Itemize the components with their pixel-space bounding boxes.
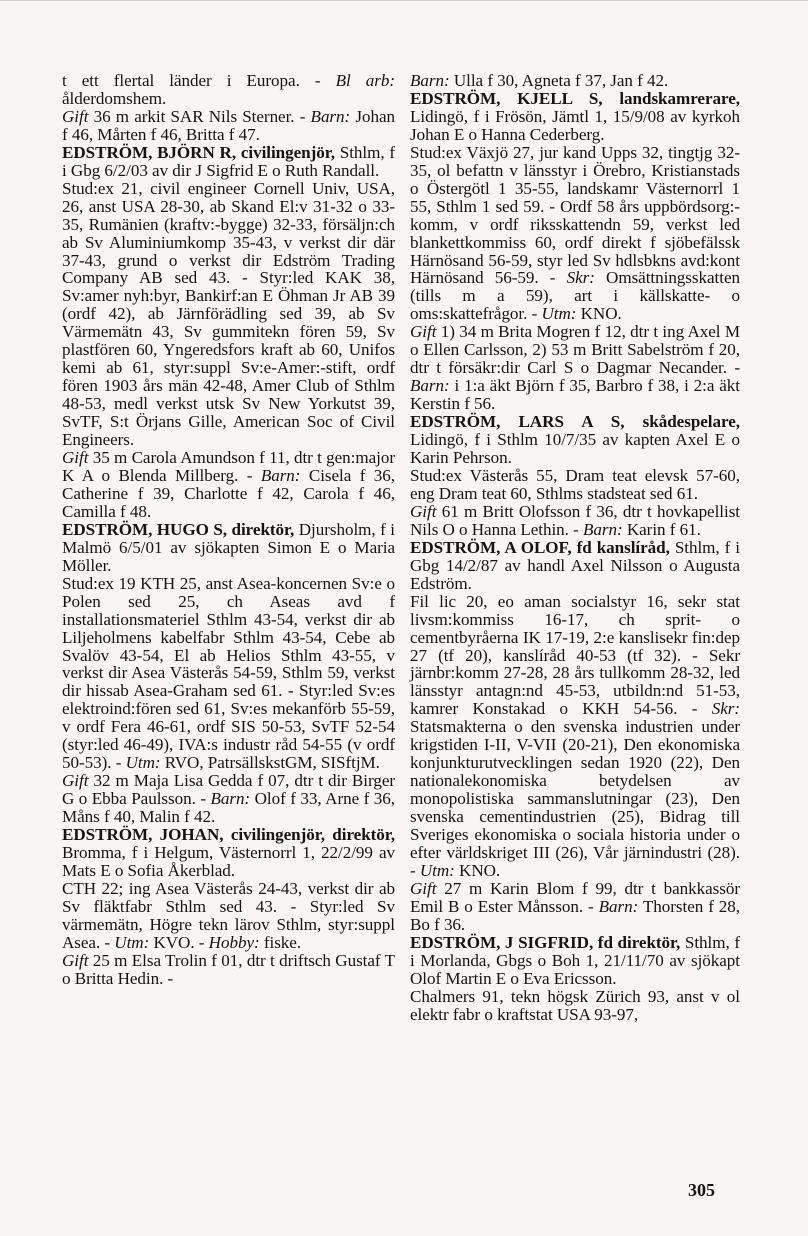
entry-paragraph: Gift 1) 34 m Brita Mogren f 12, dtr t ing Axel M o Ellen Carlsson, 2) 53 m Britt Sabelström f 20, dtr t försäkr:dir Carl S o Dagmar Necander. - Barn: i 1:a äkt Björn f 35, Barbro f 38, i 2:a äkt Kerstin f 56. — [410, 322, 740, 414]
entry-paragraph: EDSTRÖM, HUGO S, direktör, Djursholm, f i Malmö 6/5/01 av sjökapten Simon E o Maria Möller. — [62, 519, 395, 575]
entry-paragraph: Stud:ex Västerås 55, Dram teat elevsk 57-60, eng Dram teat 60, Sthlms stadsteat sed 61. — [410, 465, 740, 503]
entry-paragraph: EDSTRÖM, A OLOF, fd kanslíråd, Sthlm, f i Gbg 14/2/87 av handl Axel Nilsson o Augusta Edström. — [410, 537, 740, 593]
left-column — [62, 72, 395, 988]
entry-paragraph: Gift 25 m Elsa Trolin f 01, dtr t driftsch Gustaf T o Britta Hedin. - — [62, 950, 395, 988]
entry-paragraph: EDSTRÖM, KJELL S, landskamrerare, Lidingö, f i Frösön, Jämtl 1, 15/9/08 av kyrkoh Johan E o Hanna Cederberg. — [410, 88, 740, 144]
entry-paragraph: EDSTRÖM, BJÖRN R, civilingenjör, Sthlm, f i Gbg 6/2/03 av dir J Sigfrid E o Ruth Randall. — [62, 142, 395, 180]
entry-paragraph: Gift 32 m Maja Lisa Gedda f 07, dtr t dir Birger G o Ebba Paulsson. - Barn: Olof f 33, Arne f 36, Måns f 40, Malin f 42. — [62, 771, 395, 827]
entry-paragraph: Fil lic 20, eo aman socialstyr 16, sekr stat livsm:kommiss 16-17, ch sprit- o cementbyråerna IK 17-19, 2:e kanslisekr fin:dep 27 (tf 20), kanslíråd 40-53 (tf 32). - Sekr järnbr:komm 27-28, 28 års tullkomm 28-32, led länsstyr antagn:nd 45-53, utbildn:nd 51-53, kamrer Konstakad o KKH 54-56. - Skr: Statsmakterna o den svenska industrien under krigstiden I-II, V-VII (20-21), Den ekonomiska konjunkturutvecklingen sedan 1920 (22), Den nationalekonomiska betydelsen av monopolistiska sammanslutningar (23), Den svenska cementindustrien (25), Bidrag till Sveriges ekonomiska o sociala historia under o efter världskriget III (26), Vår järnindustri (28). - Utm: KNO. — [410, 591, 740, 880]
right-column — [410, 72, 740, 1024]
entry-paragraph: EDSTRÖM, JOHAN, civilingenjör, direktör, Bromma, f i Helgum, Västernorrl 1, 22/2/99 av Mats E o Sofia Åkerblad. — [62, 825, 395, 880]
entry-paragraph: Gift 27 m Karin Blom f 99, dtr t bankkassör Emil B o Ester Månsson. - Barn: Thorsten f 28, Bo f 36. — [410, 878, 740, 934]
entry-paragraph: Barn: Ulla f 30, Agneta f 37, Jan f 42. — [410, 71, 669, 90]
entry-paragraph: Stud:ex 21, civil engineer Cornell Univ, USA, 26, anst USA 28-30, ab Skand El:v 31-32 o 33-35, Rumänien (kraftv:-bygge) 32-33, försäljn:ch ab Sv Aluminiumkomp 35-43, v verkst dir där 37-43, grund o verkst dir Edström Trading Company AB sed 43. - Styr:led KAK 38, Sv:amer nyh:byr, Bankirf:an E Öhman Jr AB 39 (ordf 42), ab Järnförädling sed 39, ab Sv Värmemätn 43, Sv gummitekn fören 59, Sv plastfören 60, Yngeredsfors kraft ab 60, Unifos kemi ab 61, styr:suppl Sv:e-Amer:-stift, ordf fören 1903 års män 42-48, Amer Club of Sthlm 48-53, medl verkst utsk Sv New Yorkutst 39, SvTF, S:t Örjans Gille, American Soc of Civil Engineers. — [62, 178, 395, 450]
entry-paragraph: EDSTRÖM, J SIGFRID, fd direktör, Sthlm, f i Morlanda, Gbgs o Boh 1, 21/11/70 av sjökapt Olof Martin E o Eva Ericsson. — [410, 932, 740, 988]
entry-paragraph: Stud:ex 19 KTH 25, anst Asea-koncernen Sv:e o Polen sed 25, ch Aseas avd f installationsmateriel Sthlm 43-54, verkst dir ab Liljeholmens kabelfabr Sthlm 43-54, Cebe ab Svalöv 43-54, El ab Helios Sthlm 43-55, v verkst dir Asea Västerås 54-59, Sthlm 59, verkst dir hissab Asea-Graham sed 61. - Styr:led Sv:es elektroind:fören sed 61, Sv:es mekanförb 55-59, v ordf Fera 46-61, ordf SIS 50-53, SvTF 52-54 (styr:led 46-49), IVA:s industr råd 54-55 (v ordf 50-53). - Utm: RVO, PatrsällskstGM, SISftjM. — [62, 573, 395, 773]
entry-paragraph: EDSTRÖM, LARS A S, skådespelare, Lidingö, f i Sthlm 10/7/35 av kapten Axel E o Karin Pehrson. — [410, 412, 740, 468]
page-number: 305 — [688, 1180, 715, 1200]
entry-paragraph: Gift 35 m Carola Amundson f 11, dtr t gen:major K A o Blenda Millberg. - Barn: Cisela f 36, Catherine f 39, Charlotte f 42, Carola f 46, Camilla f 48. — [62, 448, 395, 521]
entry-paragraph: t ett flertal länder i Europa. - Bl arb: ålderdomshem. — [62, 71, 395, 108]
entry-paragraph: Gift 61 m Britt Olofsson f 36, dtr t hovkapellist Nils O o Hanna Lethin. - Barn: Karin f 61. — [410, 501, 740, 539]
entry-paragraph: CTH 22; ing Asea Västerås 24-43, verkst dir ab Sv fläktfabr Sthlm sed 43. - Styr:led Sv värmemätn, Högre tekn lärov Sthlm, styr:suppl Asea. - Utm: KVO. - Hobby: fiske. — [62, 878, 395, 952]
entry-paragraph: Stud:ex Växjö 27, jur kand Upps 32, tingtjg 32-35, ol befattn v länsstyr i Örebro, Kristianstads o Östergötl 1 35-55, landskamr Västernorrl 1 55, Sthlm 1 sed 59. - Ordf 58 års uppbördsorg:-komm, v ordf riksskattendn 59, verkst led blankettkommiss 60, ordf direkt f sjöbefälssk Härnösand 56-59, styr led Sv hdlsbkns avd:kont Härnösand 56-59. - Skr: Omsättningsskatten (tills m a 59), art i källskatte- o oms:skattefrågor. - Utm: KNO. — [410, 142, 740, 324]
entry-paragraph: Chalmers 91, tekn högsk Zürich 93, anst v ol elektr fabr o kraftstat USA 93-97, — [410, 986, 740, 1024]
scan-edge — [0, 0, 808, 1]
entry-paragraph: Gift 36 m arkit SAR Nils Sterner. - Barn: Johan f 46, Mårten f 46, Britta f 47. — [62, 106, 396, 144]
